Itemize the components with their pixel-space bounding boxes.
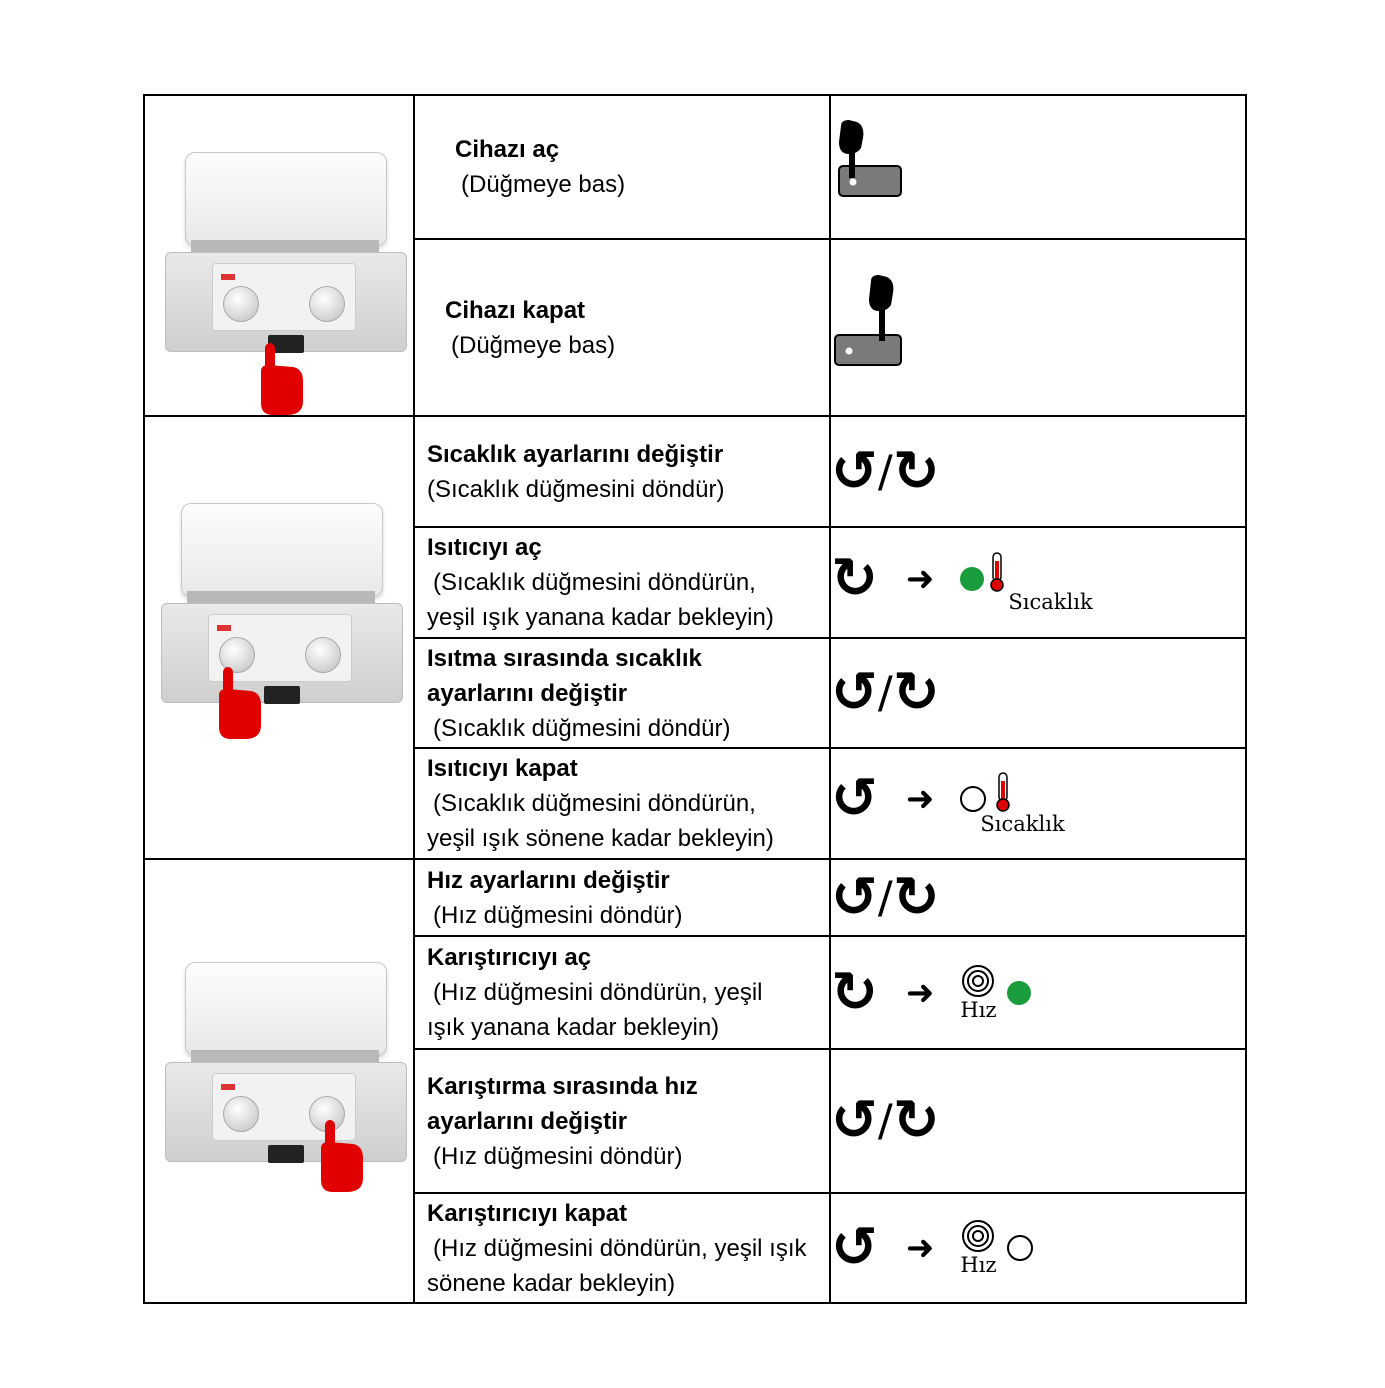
row-desc: (Düğmeye bas) — [451, 331, 616, 359]
row-title: Karıştırıcıyı aç — [427, 944, 592, 971]
temperature-label: Sıcaklık — [1008, 590, 1093, 615]
icon-cell-power-off — [830, 239, 1246, 416]
rotate-cw-icon: ↻ — [831, 959, 878, 1025]
row-desc: sönene kadar bekleyin) — [427, 1269, 676, 1297]
row-title: Sıcaklık ayarlarını değiştir — [427, 440, 724, 468]
device-image-power — [144, 95, 414, 416]
row-stirrer-on — [414, 936, 830, 1049]
indicator-off-icon — [1007, 1235, 1033, 1261]
pointing-finger-icon — [215, 665, 265, 741]
pointing-finger-icon — [257, 341, 307, 417]
row-title: Isıtıcıyı kapat — [427, 755, 578, 782]
row-desc: (Sıcaklık düğmesini döndür) — [427, 475, 725, 503]
indicator-off-icon — [960, 786, 986, 812]
spiral-speed-icon — [961, 964, 995, 998]
instruction-table — [143, 94, 1247, 1304]
switch-on-icon — [831, 120, 911, 210]
row-title: Cihazı aç — [455, 136, 560, 163]
arrow-right-icon: ➜ — [905, 1228, 935, 1268]
row-desc: (Sıcaklık düğmesini döndür) — [433, 714, 731, 742]
row-desc: (Hız düğmesini döndürün, yeşil ışık — [433, 1234, 807, 1262]
slash-separator: / — [877, 872, 893, 923]
rotate-ccw-icon: ↺ — [831, 660, 878, 725]
row-power-off — [414, 239, 830, 416]
rotate-ccw-icon: ↺ — [831, 765, 878, 831]
row-desc: (Hız düğmesini döndür) — [433, 901, 683, 929]
slash-separator: / — [877, 446, 893, 497]
rotate-cw-icon: ↻ — [892, 1088, 940, 1153]
row-title: Hız ayarlarını değiştir — [427, 866, 670, 894]
icon-cell-rotate-either — [830, 638, 1246, 748]
device-image-speed — [144, 859, 414, 1303]
thermometer-icon — [992, 771, 1014, 813]
row-desc: (Sıcaklık düğmesini döndürün, — [433, 569, 756, 596]
row-change-speed-stirring — [414, 1049, 830, 1193]
thermometer-icon — [986, 551, 1008, 593]
row-title: Cihazı kapat — [445, 296, 586, 324]
row-title: Karıştırıcıyı kapat — [427, 1199, 628, 1227]
row-desc: (Düğmeye bas) — [461, 171, 626, 198]
speed-label: Hız — [960, 1253, 997, 1277]
icon-cell-power-on — [830, 95, 1246, 239]
arrow-right-icon: ➜ — [905, 972, 935, 1013]
arrow-right-icon: ➜ — [905, 558, 935, 599]
row-title: Karıştırma sırasında hız — [427, 1072, 698, 1100]
speed-label: Hız — [960, 997, 997, 1022]
row-desc: (Hız düğmesini döndür) — [433, 1142, 683, 1170]
slash-separator: / — [877, 1095, 893, 1147]
icon-cell-stirrer-off — [830, 1193, 1246, 1303]
icon-cell-rotate-either — [830, 859, 1246, 936]
icon-cell-heater-off — [830, 748, 1246, 859]
rotate-cw-icon: ↻ — [892, 864, 940, 930]
icon-cell-rotate-either — [830, 416, 1246, 527]
pointing-finger-icon — [317, 1118, 367, 1194]
arrow-right-icon: ➜ — [905, 778, 935, 819]
row-stirrer-off — [414, 1193, 830, 1303]
indicator-on-icon — [960, 567, 984, 591]
row-desc: (Hız düğmesini döndürün, yeşil — [433, 979, 763, 1006]
row-title: ayarlarını değiştir — [427, 1107, 628, 1135]
row-power-on — [414, 95, 830, 239]
row-desc: ışık yanana kadar bekleyin) — [427, 1014, 720, 1041]
spiral-speed-icon — [961, 1219, 995, 1253]
row-title: Isıtıcıyı aç — [427, 534, 542, 561]
slash-separator: / — [877, 667, 893, 719]
row-heater-off — [414, 748, 830, 859]
indicator-on-icon — [1007, 981, 1031, 1005]
rotate-cw-icon: ↻ — [892, 438, 940, 504]
icon-cell-rotate-either — [830, 1049, 1246, 1193]
switch-off-icon — [831, 275, 911, 375]
rotate-ccw-icon: ↺ — [831, 864, 878, 930]
row-title: ayarlarını değiştir — [427, 679, 628, 707]
rotate-ccw-icon: ↺ — [831, 1088, 878, 1153]
row-change-speed — [414, 859, 830, 936]
row-heater-on — [414, 527, 830, 638]
temperature-label: Sıcaklık — [980, 812, 1065, 837]
rotate-cw-icon: ↻ — [831, 545, 878, 611]
row-change-temperature — [414, 416, 830, 527]
row-title: Isıtma sırasında sıcaklık — [427, 644, 702, 672]
row-change-temperature-heating — [414, 638, 830, 748]
device-image-temperature — [144, 416, 414, 859]
row-desc: (Sıcaklık düğmesini döndürün, — [433, 790, 756, 817]
row-desc: yeşil ışık sönene kadar bekleyin) — [427, 825, 774, 852]
rotate-ccw-icon: ↺ — [831, 1215, 878, 1280]
icon-cell-stirrer-on — [830, 936, 1246, 1049]
rotate-cw-icon: ↻ — [892, 660, 940, 725]
rotate-ccw-icon: ↺ — [831, 438, 878, 504]
icon-cell-heater-on — [830, 527, 1246, 638]
row-desc: yeşil ışık yanana kadar bekleyin) — [427, 604, 774, 631]
